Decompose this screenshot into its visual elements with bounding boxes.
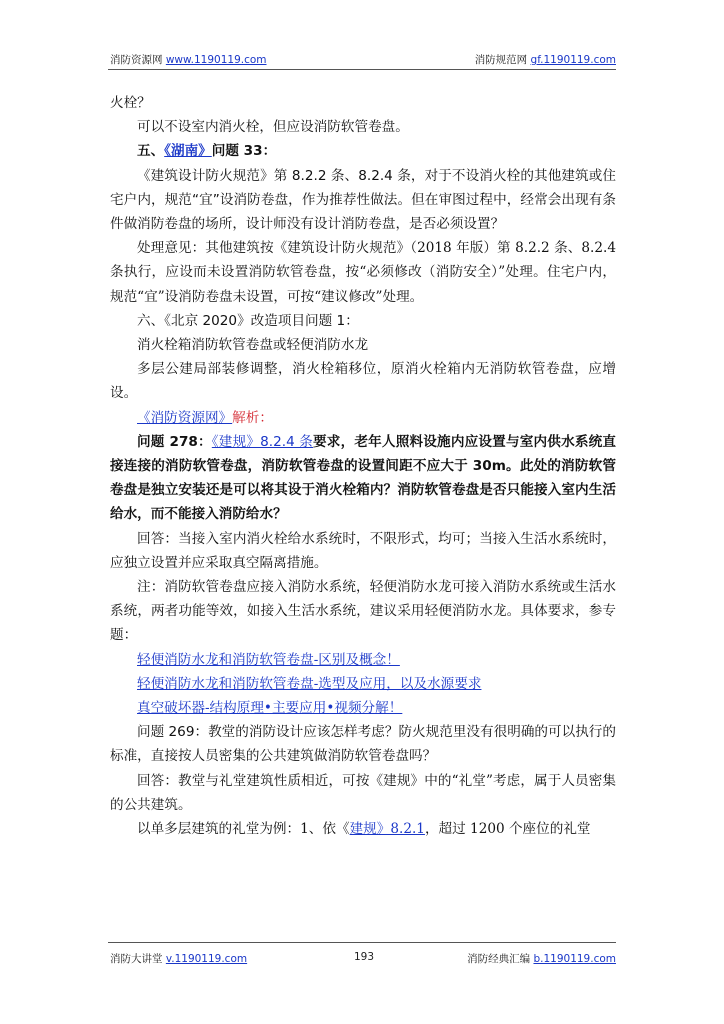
topic-link[interactable]: 轻便消防水龙和消防软管卷盘-选型及应用，以及水源要求 bbox=[137, 675, 482, 692]
analysis-label: 解析： bbox=[232, 409, 273, 426]
question-278 bbox=[110, 430, 616, 527]
text: ，超过 1200 个座位的礼堂 bbox=[424, 821, 591, 838]
note: 注：消防软管卷盘应接入消防水系统，轻便消防水龙可接入消防水系统或生活水系统，两者功能等效，如接入生活水系统，建议采用轻便消防水龙。具体要求，参专题： bbox=[110, 579, 616, 644]
header-right-label: 消防规范网 bbox=[474, 54, 528, 66]
heading-suffix: 问题 33： bbox=[211, 143, 277, 160]
topic-link-row bbox=[110, 648, 616, 672]
footer-left-link[interactable]: v.1190119.com bbox=[165, 953, 248, 965]
topic-link-row bbox=[110, 696, 616, 720]
paragraph: 可以不设室内消火栓，但应设消防软管卷盘。 bbox=[137, 119, 409, 136]
footer-rule bbox=[108, 942, 616, 943]
hunan-link[interactable]: 《湖南》 bbox=[164, 143, 212, 160]
jiangui-821-link[interactable]: 建规》8.2.1 bbox=[349, 821, 425, 838]
analysis-heading bbox=[110, 406, 616, 430]
section-heading bbox=[110, 139, 616, 163]
footer-right-label: 消防经典汇编 bbox=[467, 953, 531, 965]
page-body bbox=[110, 91, 616, 841]
footer-left bbox=[110, 951, 247, 966]
paragraph: 消火栓箱消防软管卷盘或轻便消防水龙 bbox=[137, 337, 369, 354]
header-left-label: 消防资源网 bbox=[110, 54, 163, 66]
page-number: 193 bbox=[353, 951, 375, 963]
heading-prefix: 五、 bbox=[137, 143, 165, 160]
answer: 回答：当接入室内消火栓给水系统时，不限形式，均可；当接入生活水系统时，应独立设置并应采取真空隔离措施。 bbox=[110, 530, 616, 571]
paragraph: 处理意见：其他建筑按《建筑设计防火规范》（2018 年版）第 8.2.2 条、8.2.4 条执行，应设而未设置消防软管卷盘，按“必须修改（消防安全）”处理。住宅户内，规范“宜”设消防卷盘未设置，可按“建议修改”处理。 bbox=[110, 240, 616, 305]
question-text: 要求，老年人照料设施内应设置与室内供水系统直接连接的消防软管卷盘，消防软管卷盘的设置间距不应大于 30m。此处的消防软管卷盘是独立安装还是可以将其设于消火栓箱内？消防软管卷盘是否只能接入室内生活给水，而不能接入消防给水？ bbox=[110, 433, 617, 523]
text: 以单多层建筑的礼堂为例：1、依《 bbox=[137, 821, 350, 838]
header-left bbox=[110, 52, 267, 67]
jiangui-link[interactable]: 《建规》8.2.4 条 bbox=[211, 433, 314, 450]
paragraph: 《建筑设计防火规范》第 8.2.2 条、8.2.4 条，对于不设消火栓的其他建筑或住宅户内，规范“宜”设消防卷盘，作为推荐性做法。但在审图过程中，经常会出现有条件做消防卷盘的场所，设计师没有设计消防卷盘，是否必须设置？ bbox=[110, 167, 616, 233]
footer-right bbox=[467, 951, 616, 966]
answer: 回答：教堂与礼堂建筑性质相近，可按《建规》中的“礼堂”考虑，属于人员密集的公共建筑。 bbox=[110, 772, 616, 813]
paragraph: 多层公建局部装修调整，消火栓箱移位，原消火栓箱内无消防软管卷盘，应增设。 bbox=[110, 361, 616, 402]
resource-link[interactable]: 《消防资源网》 bbox=[137, 409, 233, 426]
topic-link-row bbox=[110, 672, 616, 696]
question-prefix: 问题 278： bbox=[137, 433, 212, 450]
header-rule bbox=[108, 69, 616, 70]
topic-link[interactable]: 真空破坏器-结构原理•主要应用•视频分解！ bbox=[137, 700, 403, 717]
header-right-link[interactable]: gf.1190119.com bbox=[530, 54, 616, 66]
footer-left-label: 消防大讲堂 bbox=[110, 953, 163, 965]
footer-right-link[interactable]: b.1190119.com bbox=[533, 953, 616, 965]
section-heading: 六、《北京 2020》改造项目问题 1： bbox=[137, 312, 359, 329]
header-left-link[interactable]: www.1190119.com bbox=[165, 54, 267, 66]
question-269: 问题 269：教堂的消防设计应该怎样考虑？防火规范里没有很明确的可以执行的标准，直接按人员密集的公共建筑做消防软管卷盘吗？ bbox=[110, 724, 616, 765]
paragraph: 火栓？ bbox=[110, 95, 151, 111]
topic-link[interactable]: 轻便消防水龙和消防软管卷盘-区别及概念！ bbox=[137, 651, 400, 668]
header-right bbox=[475, 52, 616, 67]
paragraph bbox=[110, 817, 616, 841]
